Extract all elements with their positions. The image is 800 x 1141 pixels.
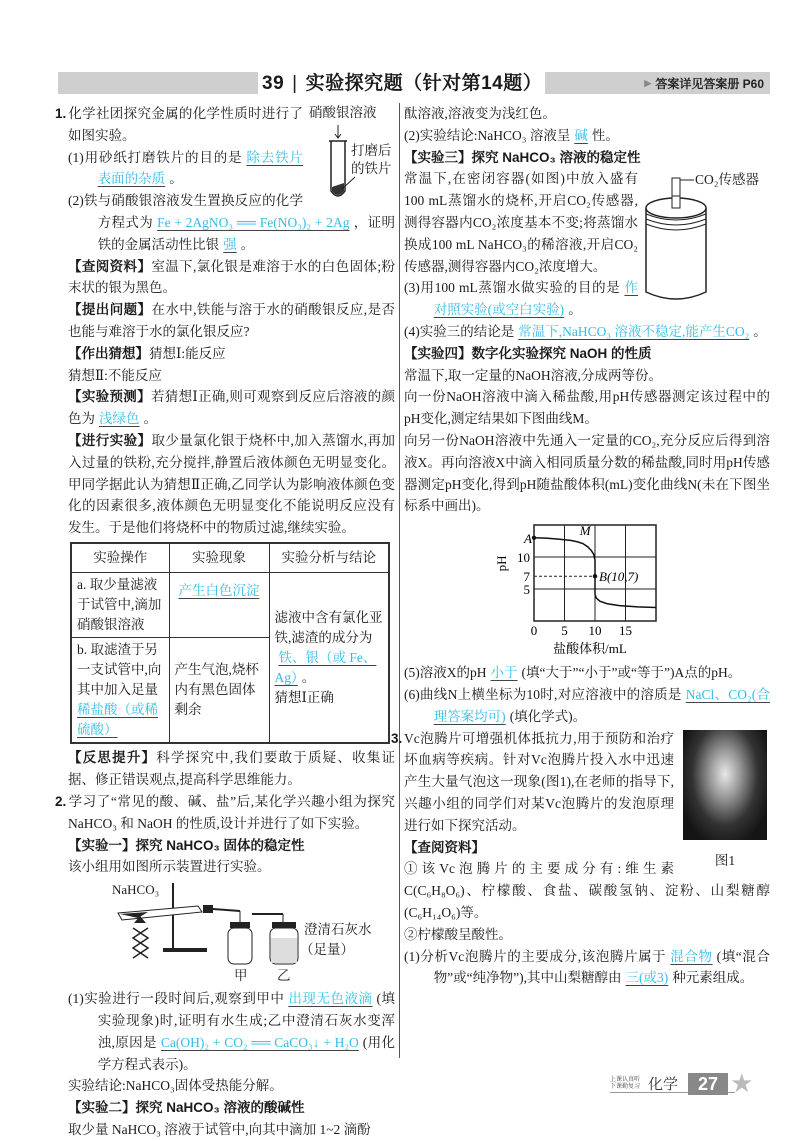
paragraph [404,147,770,169]
paragraph [68,430,395,539]
arrow-icon: ▶ [644,77,652,88]
paragraph [404,343,770,365]
text: ①该Vc泡腾片的主要成分有:维生素C(C₆H₈O₆)、柠檬酸、食盐、碳酸氢钠、淀粉、山梨糖醇(C₆H₁₄O₆)等。 [404,861,770,920]
container-icon [644,172,770,302]
reagent-label: NaHCO₃ [112,882,160,898]
section-heading: 探究 NaHCO₃ 固体的稳定性 [135,837,305,853]
paragraph [68,856,395,878]
question-number: 3. [391,730,403,746]
sealed-container-figure [644,172,770,302]
text: 常温下,在密闭容器(如图)中放入盛有100 mL蒸馏水的烧杯,开启CO₂传感器,测得容器内CO₂浓度基本不变;将蒸馏水换成100 mL NaHCO₃的稀溶液,开启CO₂传感器,测得容器内CO₂浓度增大。 [404,171,638,274]
section-label: 【实验二】 [68,1100,136,1116]
section-number: 39 [262,73,285,94]
text: 向另一份NaOH溶液中先通入一定量的CO₂,充分反应后得到溶液X。再向溶液X中滴入相同质量分数的稀盐酸,同时用pH传感器测定pH变化,得到pH随盐酸体积(mL)变化曲线N(未在下图坐标系中画出)。 [404,432,770,514]
paragraph [68,343,395,365]
answer-blank: NaCl、CO₂(合理答案均可) [433,686,770,724]
answer-blank: 碱 [574,127,588,143]
paragraph [68,299,395,343]
paragraph [404,430,770,517]
answer-blank: 产生白色沉淀 [178,583,260,599]
test-tube-figure [309,105,395,209]
text: 科学探究中,我们要敢于质疑、收集证据、修正错误观点,提高科学思维能力。 [68,750,396,788]
text: 向一份NaOH溶液中滴入稀盐酸,用pH传感器测定该过程中的pH变化,测定结果如下图曲线M。 [404,389,770,427]
slogan-2: 下课勤复习 [610,1083,641,1090]
paragraph [68,1097,395,1119]
page-title [262,68,542,95]
paragraph [404,924,770,946]
answer-blank: 强 [223,236,237,252]
answer-blank: 三(或3) [625,970,669,986]
operation-b: b. 取滤渣于另一支试管中,向其中加入足量 [77,642,162,698]
text: (4)实验三的结论是 [404,323,515,339]
column-divider [399,103,400,1058]
y-axis-label: pH [494,555,509,572]
text: 性。 [591,127,619,143]
section-label: 【进行实验】 [68,432,152,448]
text: ②柠檬酸呈酸性。 [404,926,512,942]
experiment-table [70,542,390,745]
figure-caption: 图1 [714,852,736,868]
point-label: B(10,7) [599,569,639,585]
section-heading: 数字化实验探究 NaOH 的性质 [471,345,652,361]
text: (1)实验进行一段时间后,观察到甲中 [68,991,285,1007]
bottle-a-label: 甲 [234,968,248,984]
table-header: 实验分析与结论 [269,543,389,573]
x-tick-label: 0 [530,623,538,639]
section-heading: 探究 NaHCO₃ 溶液的稳定性 [471,149,641,165]
text: ，证明铁的金属活动性比银 [97,214,396,252]
section-label: 【实验四】 [404,345,472,361]
answer-blank: 混合物 [670,948,713,964]
text: 学习了“常见的酸、碱、盐”后,某化学兴趣小组为探究NaHCO₃ 和 NaOH 的性质,设计并进行了如下实验。 [68,794,395,831]
conclusion-punct: 。 [301,669,316,685]
answer-blank: 浅绿色 [99,411,140,427]
reagent-label: 硝酸银溶液 [309,105,377,120]
text: (填“混合物”或“纯净物”),其中山梨糖醇由 [433,948,771,986]
limewater-label: 澄清石灰水 [304,922,372,938]
section-label: 【提出问题】 [68,302,152,318]
metal-label-2: 的铁片 [351,161,392,176]
slogan-1: 上课认真听 [610,1076,641,1083]
effervescent-tablet-photo [683,730,767,840]
paragraph [68,1075,395,1097]
answer-blank: 小于 [490,665,518,681]
paragraph [68,988,395,1075]
text: (填化学式)。 [509,708,587,724]
y-tick-label: 5 [523,582,530,598]
paragraph [404,946,770,990]
text: 酞溶液,溶液变为浅红色。 [404,106,556,121]
section-label: 【查阅资料】 [404,839,485,855]
sensor-label: CO₂传感器 [695,172,759,188]
text: 在水中,铁能与溶于水的硝酸银反应,是否也能与难溶于水的氯化银反应? [68,302,395,339]
answer-blank: 稀盐酸（或稀硫酸） [77,702,158,738]
text: 取少量氯化银于烧杯中,加入蒸馏水,再加入过量的铁粉,充分搅拌,静置后液体颜色无明显变化。甲同学据此认为猜想Ⅱ正确,乙同学认为影响液体颜色变化的因素很多,液体颜色无明显变化不能说明反应没有发生。于是他们将烧杯中的物质过滤,继续实验。 [68,432,395,536]
table-row [71,573,389,638]
text: 。 [240,236,255,252]
text: (用化学方程式表示)。 [97,1034,396,1072]
text: (2)实验结论:NaHCO₃ 溶液呈 [404,127,571,143]
x-tick-label: 5 [561,623,568,639]
page-number: 27 [688,1073,728,1095]
text: 化学社团探究金属的化学性质时进行了如图实验。 [68,106,303,143]
star-mascot-icon: ★ [730,1068,754,1098]
table-header: 实验现象 [169,543,269,573]
section-heading: 探究 NaHCO₃ 溶液的酸碱性 [135,1100,305,1116]
text: 室温下,氯化银是难溶于水的白色固体;粉末状的银为黑色。 [68,258,395,296]
ph-chart [404,517,770,662]
paragraph [68,747,395,791]
text: Vc泡腾片可增强机体抵抗力,用于预防和治疗坏血病等疾病。针对Vc泡腾片投入水中迅速产生大量气泡这一现象(图1),在老师的指导下,兴趣小组的同学们对某Vc泡腾片的发泡原理进行如下探究活动。 [404,730,674,833]
text: (6)曲线N上横坐标为10时,对应溶液中的溶质是 [404,686,682,702]
data-point [532,536,536,540]
section-label: 【实验三】 [404,149,472,165]
x-tick-label: 10 [588,623,602,639]
text: 。 [143,411,157,427]
conclusion-text: 滤液中含有氯化亚铁,滤渣的成分为 [274,609,383,645]
paragraph [55,791,395,835]
paragraph [68,365,395,387]
answer-ref-text: 答案详见答案册 P60 [655,76,764,91]
section-title: 实验探究题（针对第14题） [305,73,543,94]
section-label: 【实验一】 [68,837,136,853]
paragraph [68,1119,395,1141]
answer-blank: 除去铁片表面的杂质 [97,149,304,187]
answer-blank: 铁、银（或 Fe、Ag） [274,649,377,685]
phenomenon-b: 产生气泡,烧杯内有黑色固体剩余 [169,638,269,744]
answer-blank: Fe + 2AgNO₃ ══ Fe(NO₃)₂ + 2Ag [157,214,350,230]
section-label: 【反思提升】 [68,750,157,766]
amount-label: （足量） [300,942,354,958]
text: 猜想Ⅱ:不能反应 [68,367,162,383]
left-column [55,103,396,1141]
answer-blank: Ca(OH)₂ + CO₂ ══ CaCO₃↓ + H₂O [160,1034,359,1050]
text: 实验结论:NaHCO₃固体受热能分解。 [68,1078,283,1094]
x-axis-label: 盐酸体积/mL [553,641,627,657]
curve-label: M [579,523,591,539]
title-separator: | [292,73,298,94]
text: 该小组用如图所示装置进行实验。 [68,859,271,875]
answer-blank: 出现无色液滴 [288,991,373,1007]
paragraph [404,103,770,125]
text: 。 [169,171,183,187]
text: (2)铁与硝酸银溶液发生置换反应的化学方程式为 [68,193,303,230]
text: 若猜想Ⅰ正确,则可观察到反应后溶液的颜色为 [68,389,395,427]
subject-label: 化学 [648,1076,679,1093]
bottle-b-label: 乙 [277,968,291,984]
text: (填实验现象)时,证明有水生成;乙中澄清石灰水变浑浊,原因是 [97,991,396,1050]
text: 。 [568,302,582,318]
operation-a: a. 取少量滤液于试管中,滴加硝酸银溶液 [71,573,169,638]
y-tick-label: 7 [523,569,530,585]
paragraph [404,662,770,684]
point-label: A [524,530,532,546]
footer [610,1068,753,1099]
text: (1)用砂纸打磨铁片的目的是 [68,149,243,165]
text: 取少量 NaHCO₃ 溶液于试管中,向其中滴加 1~2 滴酚 [68,1122,371,1137]
x-tick-label: 15 [619,623,632,639]
text: (5)溶液X的pH [404,665,487,681]
question-number: 1. [55,106,67,121]
header-bar-left [58,72,258,94]
text: 常温下,取一定量的NaOH溶液,分成两等份。 [404,367,662,383]
answer-reference [545,72,770,94]
text: (3)用100 mL蒸馏水做实验的目的是 [404,280,621,296]
right-column [391,103,771,989]
text: (填“大于”“小于”或“等于”)A点的pH。 [521,665,742,681]
text: 种元素组成。 [672,970,754,986]
paragraph [404,684,770,728]
section-label: 【作出猜想】 [68,345,149,361]
conclusion-result: 猜想Ⅰ正确 [274,689,334,705]
paragraph [404,386,770,430]
data-point [593,574,597,578]
section-label: 【实验预测】 [68,389,151,405]
answer-blank: 作对照实验(或空白实验) [433,280,638,318]
ph-chart-svg [404,517,770,662]
paragraph [68,256,395,300]
answer-blank: 常温下,NaHCO₃ 溶液不稳定,能产生CO₂ [518,323,750,339]
paragraph [404,365,770,387]
metal-label-1: 打磨后 [351,143,392,158]
table-header: 实验操作 [71,543,169,573]
heating-apparatus-figure [78,878,388,988]
text: 。 [753,323,767,339]
y-tick-label: 10 [517,550,530,566]
text: (1)分析Vc泡腾片的主要成分,该泡腾片属于 [404,948,667,964]
paragraph [404,321,770,343]
paragraph [404,125,770,147]
paragraph [68,386,395,430]
effervescent-photo-figure [680,730,770,880]
section-label: 【查阅资料】 [68,258,152,274]
paragraph [68,835,395,857]
question-number: 2. [55,794,67,810]
text: 猜想Ⅰ:能反应 [149,345,226,361]
paragraph [404,168,770,277]
